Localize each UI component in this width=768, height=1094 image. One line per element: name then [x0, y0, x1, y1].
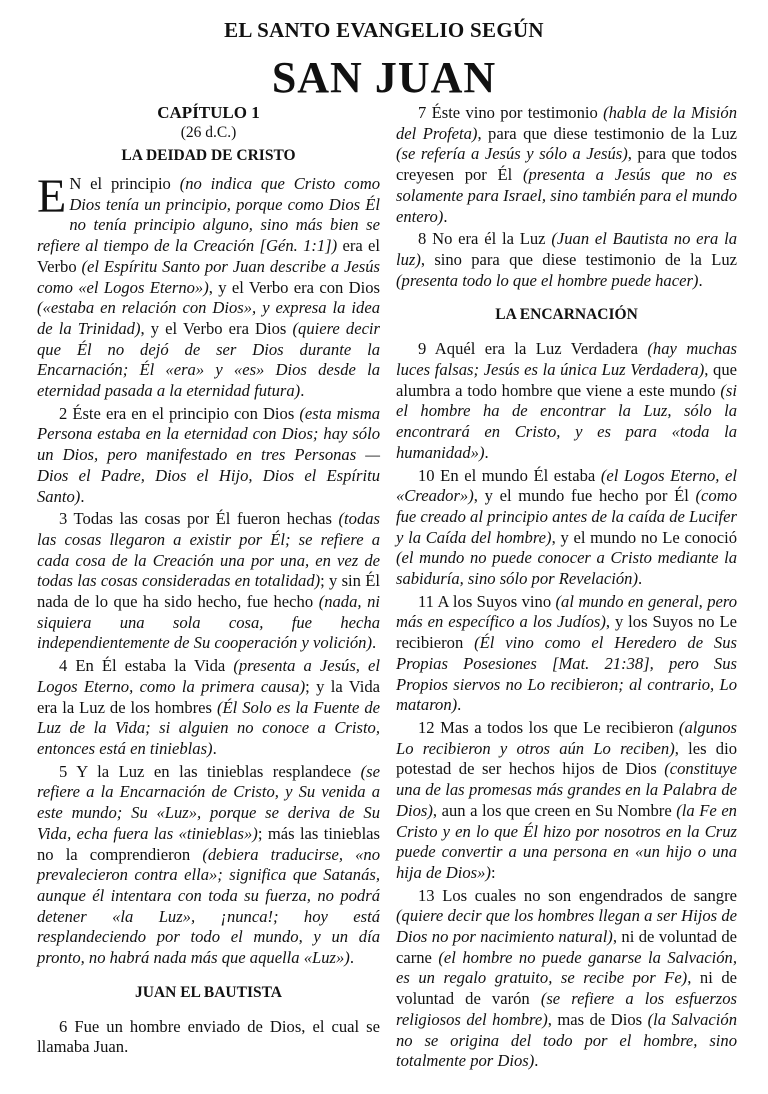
- section-heading-encarnacion: LA ENCARNACIÓN: [495, 306, 638, 324]
- verse-12: 12 Mas a todos los que Le recibieron (algunos Lo recibieron y otros aún Lo reciben), les dio potestad de ser hechos hijos de Dios (constituye una de las promesas más grandes en la Palabra de Dios), aun a los que creen en Su Nombre (la Fe en Cristo y en lo que Él hizo por nosotros en la Cruz puede convertir a una persona en «un hijo o una hija de Dios»):: [396, 717, 737, 882]
- verse-2: 2 Éste era en el principio con Dios (esta misma Persona estaba en la eternidad con Dios; hay sólo un Dios, pero manifestado en tres Personas — Dios el Padre, Dios el Hijo, Dios el Espíritu Santo).: [37, 403, 380, 506]
- verse-1: E N el principio (no indica que Cristo como Dios tenía un principio, porque como Dios Él no tenía principio alguno, sino más bien se refiere al tiempo de la Creación [Gén. 1:1]) era el Verbo (el Espíritu Santo por Juan describe a Jesús como «el Logos Eterno»), y el Verbo era con Dios («estaba en relación con Dios», y expresa la idea de la Trinidad), y el Verbo era Dios (quiere decir que Él no dejó de ser Dios durante la Encarnación; Él «era» y «es» Dios desde la eternidad pasada a la eternidad futura).: [37, 170, 381, 401]
- book-supertitle: EL SANTO EVANGELIO SEGÚN: [224, 18, 544, 42]
- verse-6: 6 Fue un hombre enviado de Dios, el cual se llamaba Juan.: [37, 1016, 380, 1057]
- section-heading-bautista: JUAN EL BAUTISTA: [134, 983, 282, 1001]
- right-column: [396, 103, 737, 1074]
- verse-11: 11 A los Suyos vino (al mundo en general, pero más en específico a los Judíos), y los Suyos no Le recibieron (Él vino como el Heredero de Sus Propias Posesiones [Mat. 21:38], pero Sus Propios siervos no Lo recibieron; al contrario, Lo mataron).: [396, 591, 737, 715]
- verse-9: 9 Aquél era la Luz Verdadera (hay muchas luces falsas; Jesús es la única Luz Verdadera), que alumbra a todo hombre que viene a este mundo (si el hombre ha de encontrar la Luz, sólo la encontrará en Cristo, y es para «toda la humanidad»).: [396, 339, 737, 462]
- chapter-date: (26 d.C.): [180, 124, 237, 141]
- chapter-title: CAPÍTULO 1: [157, 103, 260, 122]
- verse-3: 3 Todas las cosas por Él fueron hechas (todas las cosas llegaron a existir por Él; se refiere a cada cosa de la Creación una por una, en vez de todas las cosas consideradas en totalidad); y sin Él nada de lo que ha sido hecho, fue hecho (nada, ni siquiera una sola cosa, fue hecha independientemente de Su cooperación y volición).: [37, 509, 381, 653]
- verse-7: 7 Éste vino por testimonio (habla de la Misión del Profeta), para que diese testimonio de la Luz (se refería a Jesús y sólo a Jesús), para que todos creyesen por Él (presenta a Jesús que no es solamente para Israel, sino también para el mundo entero).: [396, 103, 738, 226]
- verse-8: 8 No era él la Luz (Juan el Bautista no era la luz), sino para que diese testimonio de la Luz (presenta todo lo que el hombre puede hacer).: [396, 229, 737, 290]
- verse-13: 13 Los cuales no son engendrados de sangre (quiere decir que los hombres llegan a ser Hijos de Dios no por nacimiento natural), ni de voluntad de carne (el hombre no puede ganarse la Salvación, es un regalo gratuito, se recibe por Fe), ni de voluntad de varón (se refiere a los esfuerzos religiosos del hombre), mas de Dios (la Salvación no se origina del todo por el hombre, sino totalmente por Dios).: [396, 885, 737, 1071]
- drop-cap: E: [37, 170, 67, 223]
- verse-5: 5 Y la Luz en las tinieblas resplandece (se refiere a la Encarnación de Cristo, y Su venida a este mundo; Su «Luz», porque se deriva de Su Vida, echa fuera las «tinieblas»); más las tinieblas no la comprendieron (debiera traducirse, «no prevalecieron contra ella»; significa que Satanás, aunque él intentara con toda su fuerza, no podrá detener «la Luz», ¡nunca!; hoy está resplandeciendo por todo el mundo, y un día pronto, no habrá nada más que aquella «Luz»).: [37, 761, 380, 968]
- verse-4: 4 En Él estaba la Vida (presenta a Jesús, el Logos Eterno, como la primera causa); y la Vida era la Luz de los hombres (Él Solo es la Fuente de Luz de la Vida; si alguien no conoce a Cristo, entonces está en tinieblas).: [37, 656, 381, 758]
- left-column: [37, 103, 380, 1060]
- verse-10: 10 En el mundo Él estaba (el Logos Eterno, el «Creador»), y el mundo fue hecho por Él (como fue creado al principio antes de la caída de Lucifer y la Caída del hombre), y el mundo no Le conoció (el mundo no puede conocer a Cristo mediante la sabiduría, sino sólo por Revelación).: [396, 465, 737, 589]
- section-heading-deidad: LA DEIDAD DE CRISTO: [121, 147, 296, 164]
- book-title: SAN JUAN: [271, 53, 497, 102]
